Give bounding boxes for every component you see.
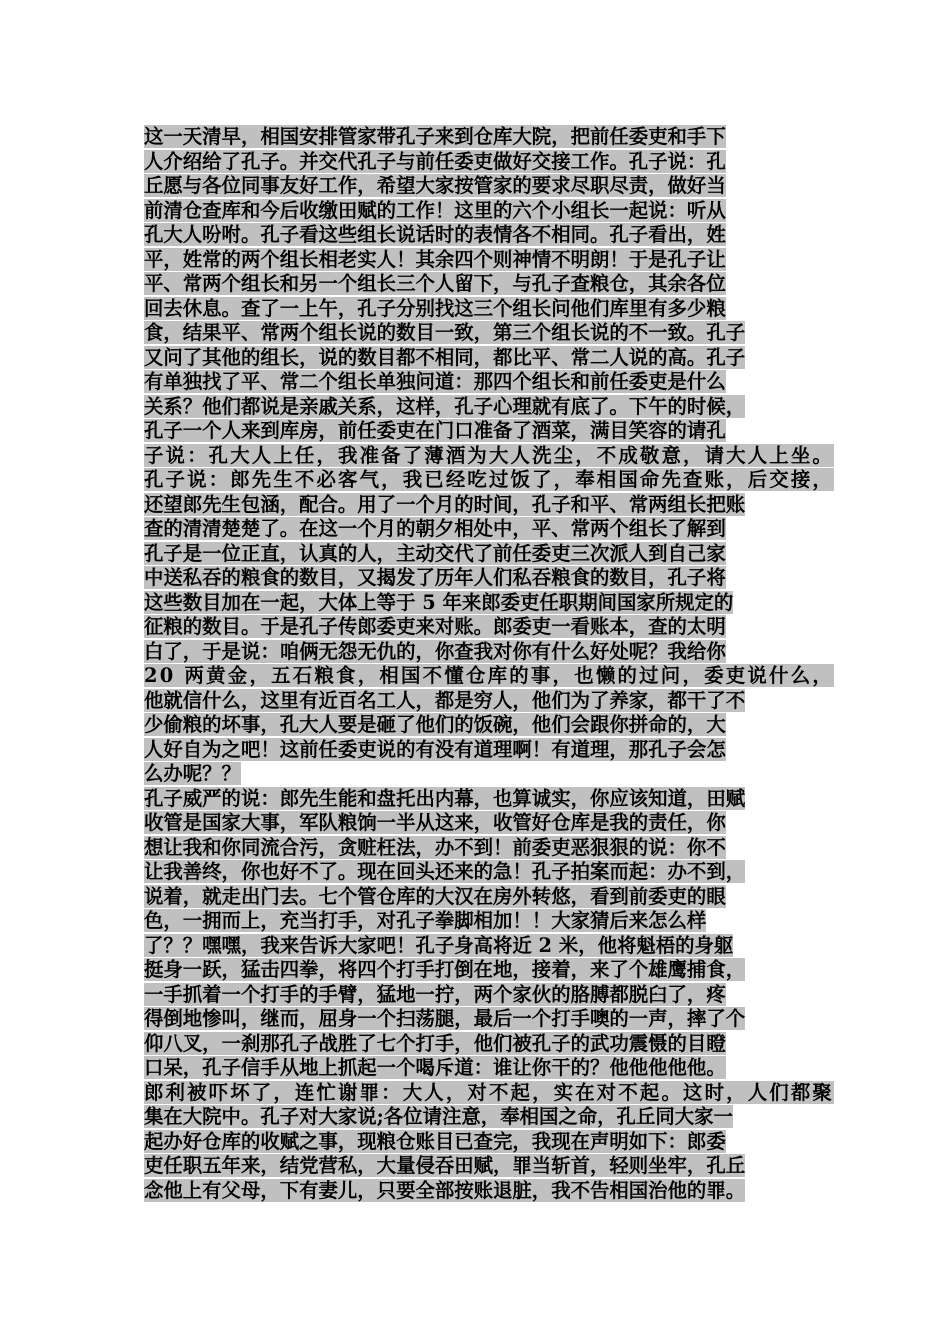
highlighted-text-run: 回去休息。查了一上午，孔子分别找这三个组长问他们库里有多少粮 <box>144 296 726 320</box>
highlighted-text-run: 平、常两个组长和另一个组长三个人留下，与孔子查粮仓，其余各位 <box>144 272 726 295</box>
text-line <box>144 1179 834 1204</box>
highlighted-text-run: 得倒地惨叫，继而，屈身一个扫荡腿，最后一个打手噢的一声，摔了个 <box>144 1007 746 1030</box>
text-line <box>144 787 834 812</box>
text-line <box>144 664 834 689</box>
text-line <box>144 909 834 934</box>
text-line <box>144 517 834 542</box>
text-line <box>144 125 834 150</box>
text-line <box>144 1032 834 1057</box>
text-line <box>144 419 834 444</box>
text-line <box>144 615 834 640</box>
highlighted-text-run: 白了，于是说：咱俩无怨无仇的，你查我对你有什么好处呢？我给你 <box>144 639 726 663</box>
highlighted-text-run: 想让我和你同流合污，贪赃枉法，办不到！前委吏恶狠狠的说：你不 <box>144 835 726 859</box>
highlighted-text-run: 孔子威严的说：郎先生能和盘托出内幕，也算诚实，你应该知道，田赋 <box>144 786 746 810</box>
text-line <box>144 1105 834 1130</box>
text-line <box>144 983 834 1008</box>
highlighted-text-run: 孔子说：郎先生不必客气，我已经吃过饭了，奉相国命先查账，后交接， <box>144 468 834 491</box>
text-line <box>144 860 834 885</box>
highlighted-text-run: 人好自为之吧！这前任委吏说的有没有道理啊！有道理，那孔子会怎 <box>144 737 726 761</box>
text-line <box>144 934 834 959</box>
text-line <box>144 762 834 787</box>
text-line <box>144 223 834 248</box>
text-line <box>144 174 834 199</box>
highlighted-text-run: 食，结果平、常两个组长说的数目一致，第三个组长说的不一致。孔子 <box>144 321 746 344</box>
text-line <box>144 468 834 493</box>
highlighted-text-run: 孔大人吩咐。孔子看这些组长说话时的表情各不相同。孔子看出，姓 <box>144 223 726 246</box>
highlighted-text-run: 集在大院中。孔子对大家说;各位请注意，奉相国之命，孔丘同大家一 <box>144 1105 733 1128</box>
highlighted-text-run: 挺身一跃，猛击四拳，将四个打手打倒在地，接着，来了个雄鹰捕食， <box>144 958 746 981</box>
text-line <box>144 444 834 469</box>
text-line <box>144 811 834 836</box>
text-line <box>144 885 834 910</box>
highlighted-text-run: 有单独找了平、常二个组长单独问道：那四个组长和前任委吏是什么 <box>144 370 726 393</box>
highlighted-text-run: 起办好仓库的收赋之事，现粮仓账目已查完，我现在声明如下：郎委 <box>144 1129 726 1153</box>
text-line <box>144 958 834 983</box>
text-line <box>144 321 834 346</box>
text-line <box>144 493 834 518</box>
highlighted-text-run: 这一天清早，相国安排管家带孔子来到仓库大院，把前任委吏和手下 <box>144 125 726 148</box>
highlighted-text-run: 又问了其他的组长，说的数目都不相同，都比平、常二人说的高。孔子 <box>144 345 746 369</box>
text-line <box>144 1007 834 1032</box>
highlighted-text-run: 色，一拥而上，充当打手，对孔子拳脚相加！！大家猜后来怎么样 <box>144 909 707 932</box>
highlighted-text-run: 孔子是一位正直，认真的人，主动交代了前任委吏三次派人到自己家 <box>144 541 726 565</box>
text-line <box>144 713 834 738</box>
highlighted-text-run: 念他上有父母，下有妻儿，只要全部按账退脏，我不告相国治他的罪。 <box>144 1178 746 1202</box>
text-line <box>144 1130 834 1155</box>
highlighted-text-run: 吏任职五年来，结党营私，大量侵吞田赋，罪当斩首，轻则坐牢，孔丘 <box>144 1154 746 1177</box>
text-line <box>144 1154 834 1179</box>
text-line <box>144 689 834 714</box>
text-line <box>144 542 834 567</box>
highlighted-text-run: 关系？他们都说是亲戚关系，这样，孔子心理就有底了。下午的时候， <box>144 394 746 418</box>
text-line <box>144 248 834 273</box>
text-line <box>144 1056 834 1081</box>
highlighted-text-run: 征粮的数目。于是孔子传郎委吏来对账。郎委吏一看账本，查的太明 <box>144 615 726 638</box>
highlighted-text-run: 子说：孔大人上任，我准备了薄酒为大人洗尘，不成敬意，请大人上坐。 <box>144 443 834 467</box>
text-line <box>144 346 834 371</box>
highlighted-text-run: 中送私吞的粮食的数目，又揭发了历年人们私吞粮食的数目，孔子将 <box>144 566 726 589</box>
text-line <box>144 272 834 297</box>
text-line <box>144 395 834 420</box>
highlighted-text-run: 还望郎先生包涵，配合。用了一个月的时间，孔子和平、常两组长把账 <box>144 492 746 516</box>
highlighted-text-run: 一手抓着一个打手的手臂，猛地一拧，两个家伙的胳膊都脱臼了，疼 <box>144 982 726 1006</box>
highlighted-text-run: 平，姓常的两个组长相老实人！其余四个则神情不明朗！于是孔子让 <box>144 247 726 271</box>
text-line <box>144 566 834 591</box>
highlighted-text-run: 仰八叉，一刹那孔子战胜了七个打手，他们被孔子的武功震慑的目瞪 <box>144 1031 726 1055</box>
text-line <box>144 836 834 861</box>
highlighted-text-run: 前清仓查库和今后收缴田赋的工作！这里的六个小组长一起说：听从 <box>144 198 726 222</box>
text-line <box>144 297 834 322</box>
text-line <box>144 640 834 665</box>
highlighted-text-run: 收管是国家大事，军队粮饷一半从这来，收管好仓库是我的责任，你 <box>144 811 726 834</box>
text-line <box>144 150 834 175</box>
highlighted-text-run: 丘愿与各位同事友好工作，希望大家按管家的要求尽职尽责，做好当 <box>144 174 726 197</box>
highlighted-text-run: 口呆，孔子信手从地上抓起一个喝斥道：谁让你干的？他他他他他。 <box>144 1056 726 1079</box>
highlighted-text-run: 么办呢？？ <box>144 762 241 785</box>
highlighted-text-run: 人介绍给了孔子。并交代孔子与前任委吏做好交接工作。孔子说：孔 <box>144 149 726 173</box>
text-line <box>144 199 834 224</box>
highlighted-text-run: 了？？嘿嘿，我来告诉大家吧！孔子身高将近 2 米，他将魁梧的身躯 <box>144 933 734 957</box>
highlighted-text-run: 让我善终，你也好不了。现在回头还来的急！孔子拍案而起：办不到， <box>144 860 746 883</box>
highlighted-text-run: 这些数目加在一起，大体上等于 5 年来郎委吏任职期间国家所规定的 <box>144 590 734 614</box>
highlighted-text-run: 查的清清楚楚了。在这一个月的朝夕相处中，平、常两个组长了解到 <box>144 517 726 540</box>
highlighted-text-run: 说着，就走出门去。七个管仓库的大汉在房外转悠，看到前委吏的眼 <box>144 884 726 908</box>
highlighted-text-run: 20 两黄金，五石粮食，相国不懂仓库的事，也懒的过问，委吏说什么， <box>144 664 834 687</box>
text-line <box>144 591 834 616</box>
highlighted-text-run: 孔子一个人来到库房，前任委吏在门口准备了酒菜，满目笑容的请孔 <box>144 419 726 442</box>
highlighted-text-run: 少偷粮的坏事，孔大人要是砸了他们的饭碗，他们会跟你拼命的，大 <box>144 713 726 736</box>
highlighted-text-body <box>144 125 834 1203</box>
highlighted-text-run: 郎利被吓坏了，连忙谢罪：大人，对不起，实在对不起。这时，人们都聚 <box>144 1080 834 1104</box>
text-line <box>144 738 834 763</box>
highlighted-text-run: 他就信什么，这里有近百名工人，都是穷人，他们为了养家，都干了不 <box>144 688 746 712</box>
text-line <box>144 370 834 395</box>
text-line <box>144 1081 834 1106</box>
